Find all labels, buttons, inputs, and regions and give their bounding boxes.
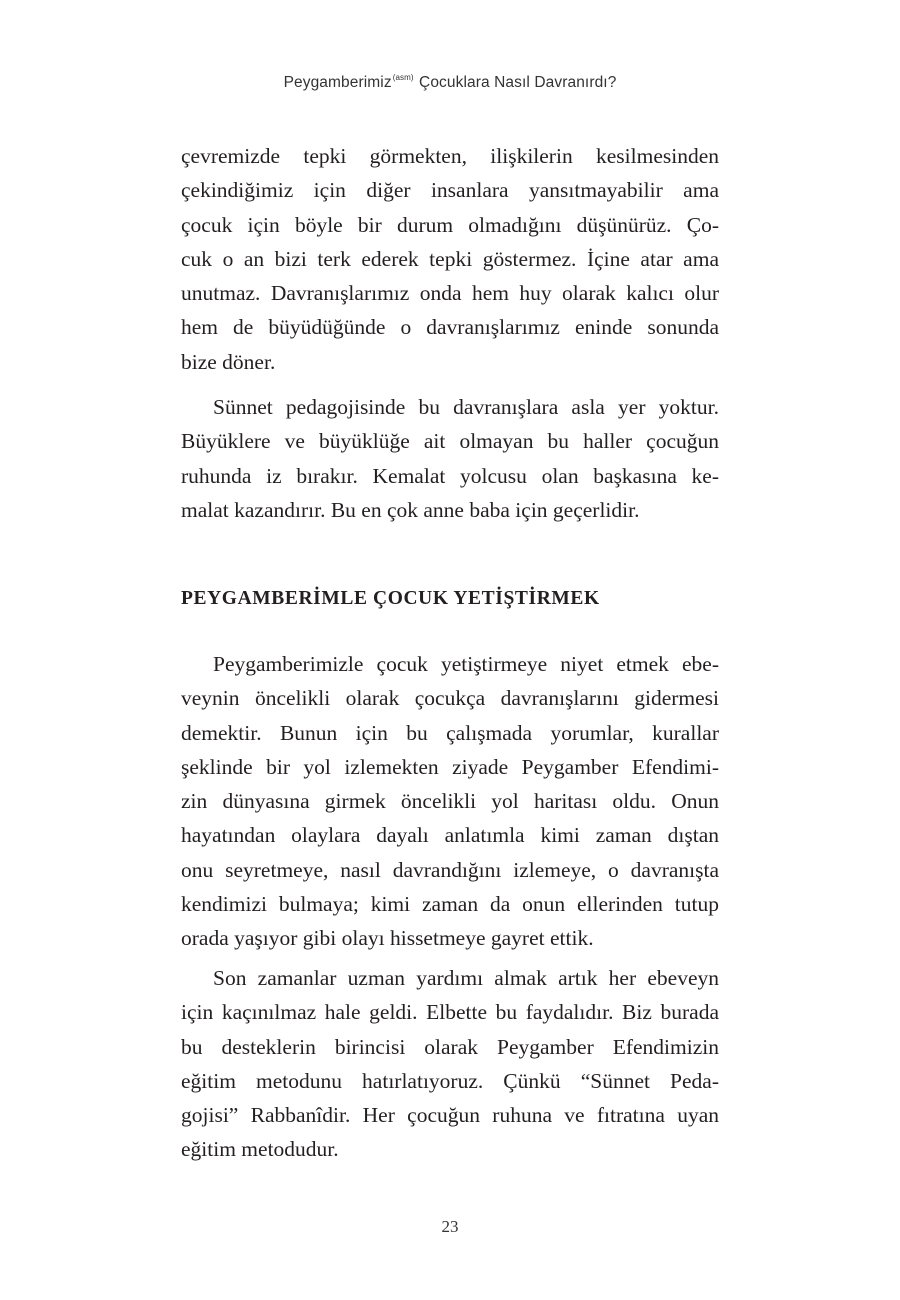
text-line: şeklinde bir yol izlemekten ziyade Peygamber Efendimi-	[181, 754, 719, 779]
page-number: 23	[441, 1217, 459, 1236]
text-line: malat kazandırır. Bu en çok anne baba için geçerlidir.	[181, 497, 640, 522]
running-header-title-rest: Çocuklara Nasıl Davranırdı?	[414, 74, 617, 91]
text-line: kendimizi bulmaya; kimi zaman da onun ellerinden tutup	[181, 892, 719, 917]
running-header-title: Peygamberimiz	[283, 74, 392, 91]
text-line: hem de büyüdüğünde o davranışlarımız eninde sonunda	[181, 315, 719, 340]
text-line: ruhunda iz bırakır. Kemalat yolcusu olan başkasına ke-	[181, 463, 719, 488]
section-heading: PEYGAMBERİMLE ÇOCUK YETİŞTİRMEK	[181, 588, 600, 609]
text-line: veynin öncelikli olarak çocukça davranışlarını gidermesi	[181, 686, 719, 711]
text-line: Büyüklere ve büyüklüğe ait olmayan bu haller çocuğun	[181, 429, 719, 454]
text-line: için kaçınılmaz hale geldi. Elbette bu faydalıdır. Biz burada	[181, 1000, 719, 1025]
paragraph-continuation	[181, 139, 719, 379]
paragraph-uzman-yardimi	[181, 961, 719, 1167]
text-line: bize döner.	[181, 349, 276, 374]
paragraph-cocuk-yetistirmek	[181, 647, 719, 956]
text-line: eğitim metodunu hatırlatıyoruz. Çünkü “Sünnet Peda-	[181, 1068, 719, 1093]
text-line: orada yaşıyor gibi olayı hissetmeye gayret ettik.	[181, 926, 594, 951]
running-header	[0, 73, 900, 92]
running-header-superscript: (asm)	[392, 73, 414, 82]
text-line: demektir. Bunun için bu çalışmada yorumlar, kurallar	[181, 720, 719, 745]
text-line: unutmaz. Davranışlarımız onda hem huy olarak kalıcı olur	[181, 281, 719, 306]
paragraph-sunnet-pedagojisi	[181, 390, 719, 527]
text-line: Peygamberimizle çocuk yetiştirmeye niyet etmek ebe-	[213, 652, 719, 676]
text-line: onu seyretmeye, nasıl davrandığını izlemeye, o davranışta	[181, 857, 719, 882]
text-line: çocuk için böyle bir durum olmadığını düşünürüz. Ço-	[181, 212, 719, 237]
text-line: çekindiğimiz için diğer insanlara yansıtmayabilir ama	[181, 178, 719, 203]
text-line: Son zamanlar uzman yardımı almak artık her ebeveyn	[213, 966, 719, 990]
text-line: çevremizde tepki görmekten, ilişkilerin kesilmesinden	[181, 144, 719, 168]
text-line: gojisi” Rabbanîdir. Her çocuğun ruhuna ve fıtratına uyan	[181, 1103, 719, 1128]
text-line: cuk o an bizi terk ederek tepki göstermez. İçine atar ama	[181, 246, 719, 271]
text-line: bu desteklerin birincisi olarak Peygamber Efendimizin	[181, 1034, 719, 1059]
text-line: eğitim metodudur.	[181, 1137, 339, 1162]
text-line: zin dünyasına girmek öncelikli yol haritası oldu. Onun	[181, 789, 719, 814]
text-line: hayatından olaylara dayalı anlatımla kimi zaman dıştan	[181, 823, 719, 848]
text-line: Sünnet pedagojisinde bu davranışlara asla yer yoktur.	[213, 395, 719, 419]
